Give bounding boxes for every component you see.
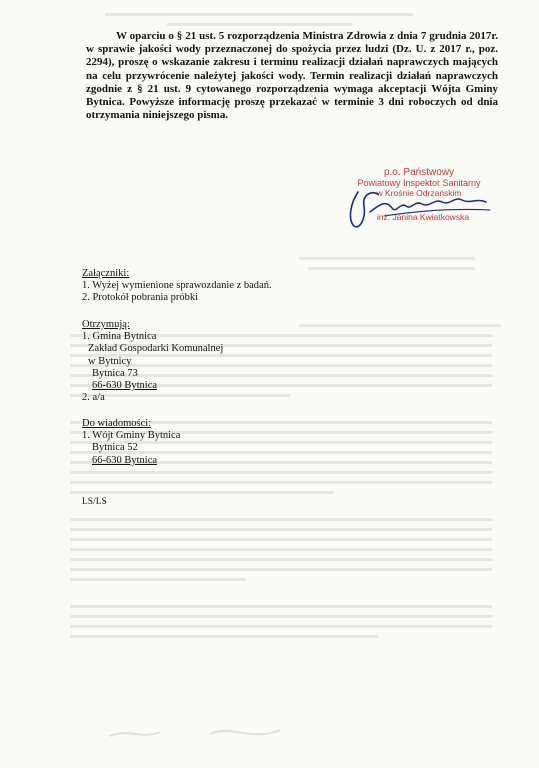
recipients-header: Otrzymują: bbox=[82, 319, 130, 330]
bleed-through-top bbox=[70, 6, 510, 33]
recipient-place: w Bytnicy bbox=[88, 355, 132, 367]
cc-postal: 66-630 Bytnica bbox=[92, 454, 158, 466]
cc-header: Do wiadomości: bbox=[82, 418, 152, 429]
faint-bottom-marks bbox=[100, 718, 300, 748]
attachment-item: 1. Wyżej wymienione sprawozdanie z badań. bbox=[82, 280, 272, 292]
letter-body: W oparciu o § 21 ust. 5 rozporządzenia Ministra Zdrowia z dnia 7 grudnia 2017r. w sprawie jakości wody przeznaczonej do spożycia przez ludzi (Dz. U. z 2017 r., poz. 2294), proszę o wskazanie zakresu i terminu realizacji działań naprawczych mających na celu przywrócenie należytej jakości wody. Termin realizacji działań naprawczych zgodnie z § 21 ust. 9 cytowanego rozporządzenia wymaga akceptacji Wójta Gminy Bytnica. Powyższe informację proszę przekazać w terminie 3 dni roboczych od dnia otrzymania niniejszego pisma. bbox=[86, 30, 498, 122]
cc-name: 1. Wójt Gminy Bytnica bbox=[82, 430, 181, 442]
stamp-line-4: inż. Janina Kwiatkowska bbox=[376, 212, 470, 222]
recipients-section bbox=[82, 319, 223, 404]
stamp-line-1: p.o. Państwowy bbox=[383, 167, 455, 178]
attachments-section bbox=[82, 268, 272, 305]
handwritten-signature bbox=[340, 182, 500, 232]
attachment-item: 2. Protokół pobrania próbki bbox=[82, 292, 199, 304]
stamp-line-2: Powiatowy Inspektor Sanitarny bbox=[357, 178, 481, 188]
author-initials: LS/LS bbox=[82, 497, 107, 507]
recipient-name: 1. Gmina Bytnica bbox=[82, 331, 157, 343]
stamp-line-3: w Krośnie Odrzańskim bbox=[376, 188, 462, 198]
attachments-header: Załączniki: bbox=[82, 268, 130, 279]
recipient-postal: 66-630 Bytnica bbox=[92, 380, 158, 392]
cc-section bbox=[82, 418, 180, 467]
cc-street: Bytnica 52 bbox=[92, 442, 138, 454]
recipient-street: Bytnica 73 bbox=[92, 367, 138, 379]
recipient-org: Zakład Gospodarki Komunalnej bbox=[88, 343, 224, 355]
recipient-item-2: 2. a/a bbox=[82, 392, 105, 404]
